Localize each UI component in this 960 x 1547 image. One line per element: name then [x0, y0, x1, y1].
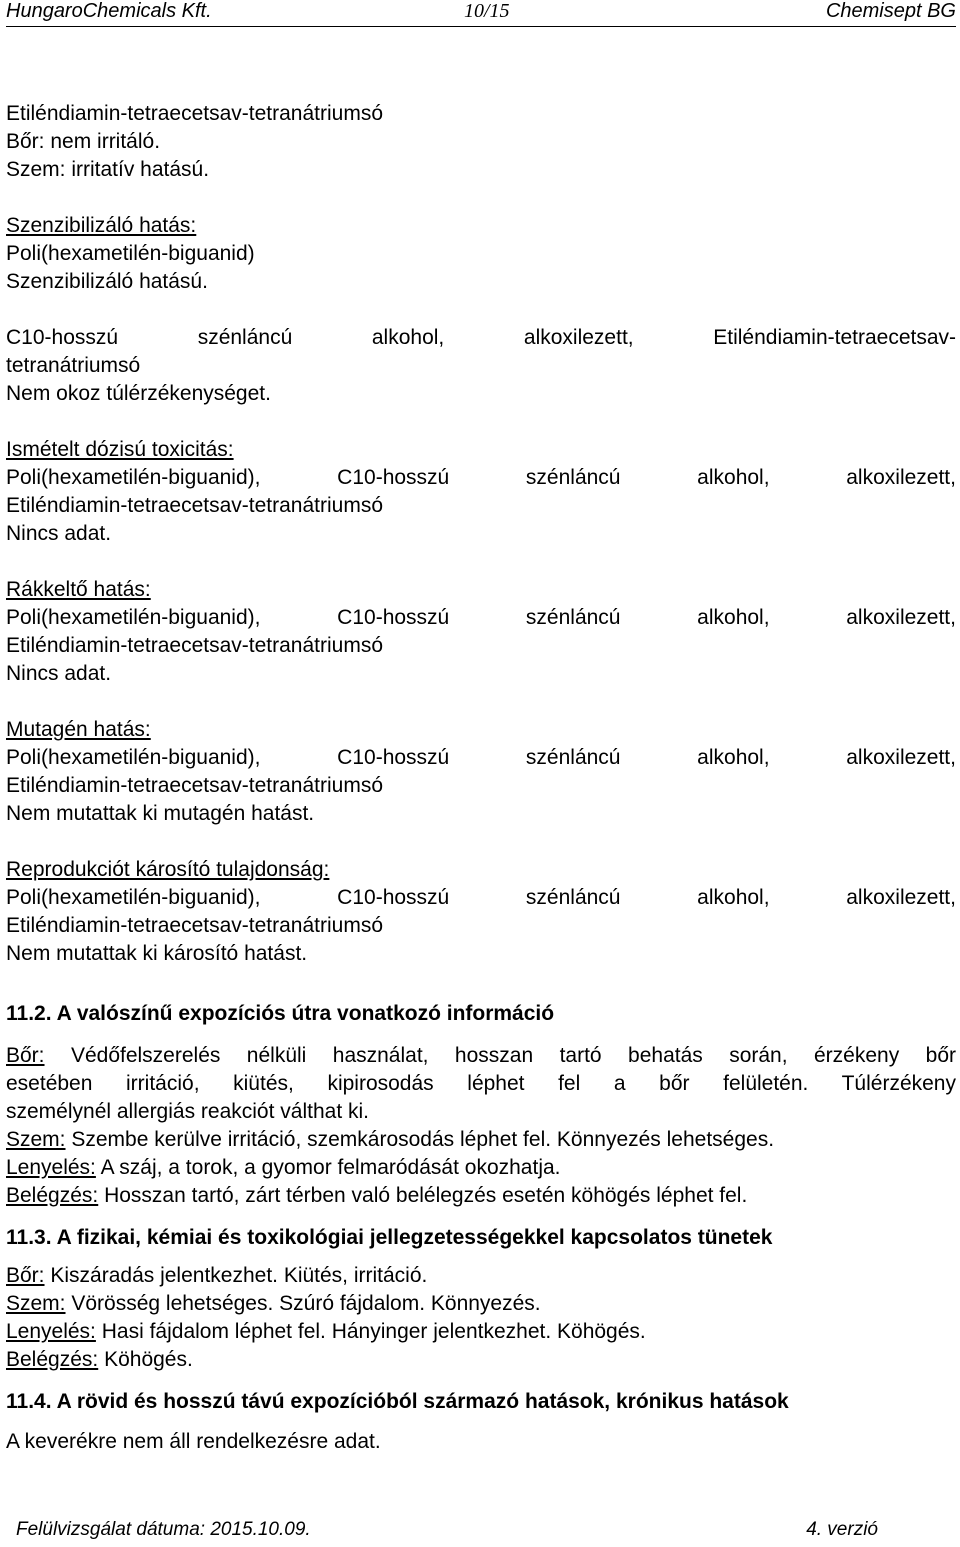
inhalation-line: Belégzés: Hosszan tartó, zárt térben való belélegzés esetén köhögés léphet fel.	[6, 1184, 748, 1207]
substance-list-cont: tetranátriumsó	[6, 354, 141, 377]
ingestion-label: Lenyelés:	[6, 1320, 96, 1343]
page-footer	[16, 1519, 878, 1541]
review-date: Felülvizsgálat dátuma: 2015.10.09.	[16, 1519, 311, 1540]
result-text: Szenzibilizáló hatású.	[6, 270, 208, 293]
page-header	[6, 0, 956, 24]
edta-skin-eye-block	[6, 100, 956, 184]
carcinogenic-block	[6, 576, 956, 688]
sensitization-block-2	[6, 324, 956, 408]
ingestion-line: Lenyelés: Hasi fájdalom léphet fel. Hányinger jelentkezhet. Köhögés.	[6, 1320, 646, 1343]
inhalation-label: Belégzés:	[6, 1184, 99, 1207]
substance-name: Poli(hexametilén-biguanid)	[6, 242, 255, 265]
substance-list-line: C10-hosszú szénláncú alkohol, alkoxilezett, Etiléndiamin-tetraecetsav-	[6, 326, 957, 349]
substance-list-line: Poli(hexametilén-biguanid), C10-hosszú szénláncú alkohol, alkoxilezett,	[6, 746, 956, 769]
section-heading: Mutagén hatás:	[6, 718, 151, 741]
section-heading: Reprodukciót károsító tulajdonság:	[6, 858, 330, 881]
header-rule	[6, 26, 956, 27]
version: 4. verzió	[806, 1519, 878, 1540]
eye-label: Szem:	[6, 1292, 66, 1315]
skin-line: Bőr: Kiszáradás jelentkezhet. Kiütés, irritáció.	[6, 1264, 428, 1287]
company-name: HungaroChemicals Kft.	[6, 0, 212, 22]
ingestion-label: Lenyelés:	[6, 1156, 96, 1179]
skin-result: Bőr: nem irritáló.	[6, 130, 161, 153]
result-text: Nem mutattak ki mutagén hatást.	[6, 802, 315, 825]
ingestion-line: Lenyelés: A száj, a torok, a gyomor felmaródását okozhatja.	[6, 1156, 561, 1179]
substance-list-line: Poli(hexametilén-biguanid), C10-hosszú szénláncú alkohol, alkoxilezett,	[6, 886, 956, 909]
document-body	[6, 100, 956, 1456]
eye-line: Szem: Vörösség lehetséges. Szúró fájdalom. Könnyezés.	[6, 1292, 541, 1315]
section-text: A keverékre nem áll rendelkezésre adat.	[6, 1430, 381, 1453]
inhalation-line: Belégzés: Köhögés.	[6, 1348, 193, 1371]
skin-paragraph: Bőr: Védőfelszerelés nélküli használat, hosszan tartó behatás során, érzékeny bőr esetében irritáció, kiütés, kipirosodás léphet fel a bőr felületén. Túlérzékeny személynél allergiás reakciót válthat ki.	[6, 1044, 956, 1123]
section-title: 11.3. A fizikai, kémiai és toxikológiai jellegzetességekkel kapcsolatos tünetek	[6, 1226, 773, 1249]
section-heading: Rákkeltő hatás:	[6, 578, 151, 601]
section-heading: Szenzibilizáló hatás:	[6, 214, 197, 237]
page-number: 10/15	[464, 0, 510, 22]
section-heading: Ismételt dózisú toxicitás:	[6, 438, 234, 461]
product-name: Chemisept BG	[825, 0, 956, 22]
substance-list-line: Poli(hexametilén-biguanid), C10-hosszú szénláncú alkohol, alkoxilezett,	[6, 466, 956, 489]
repeated-dose-block	[6, 436, 956, 548]
eye-line: Szem: Szembe kerülve irritáció, szemkárosodás léphet fel. Könnyezés lehetséges.	[6, 1128, 775, 1151]
eye-result: Szem: irritatív hatású.	[6, 158, 210, 181]
section-title: 11.2. A valószínű expozíciós útra vonatkozó információ	[6, 1002, 555, 1025]
sensitization-block	[6, 212, 956, 296]
substance-list-cont: Etiléndiamin-tetraecetsav-tetranátriumsó	[6, 634, 383, 657]
skin-label: Bőr:	[6, 1264, 45, 1287]
substance-list-line: Poli(hexametilén-biguanid), C10-hosszú szénláncú alkohol, alkoxilezett,	[6, 606, 956, 629]
reproductive-block	[6, 856, 956, 968]
result-text: Nincs adat.	[6, 522, 112, 545]
substance-list-cont: Etiléndiamin-tetraecetsav-tetranátriumsó	[6, 914, 383, 937]
substance-name: Etiléndiamin-tetraecetsav-tetranátriumsó	[6, 102, 383, 125]
inhalation-label: Belégzés:	[6, 1348, 99, 1371]
section-title: 11.4. A rövid és hosszú távú expozícióból származó hatások, krónikus hatások	[6, 1390, 789, 1413]
result-text: Nincs adat.	[6, 662, 112, 685]
section-11-2	[6, 1000, 956, 1210]
result-text: Nem okoz túlérzékenységet.	[6, 382, 271, 405]
skin-label: Bőr:	[6, 1044, 45, 1067]
substance-list-cont: Etiléndiamin-tetraecetsav-tetranátriumsó	[6, 774, 383, 797]
eye-label: Szem:	[6, 1128, 66, 1151]
section-11-3	[6, 1224, 956, 1374]
result-text: Nem mutattak ki károsító hatást.	[6, 942, 308, 965]
substance-list-cont: Etiléndiamin-tetraecetsav-tetranátriumsó	[6, 494, 383, 517]
mutagenic-block	[6, 716, 956, 828]
section-11-4	[6, 1388, 956, 1456]
